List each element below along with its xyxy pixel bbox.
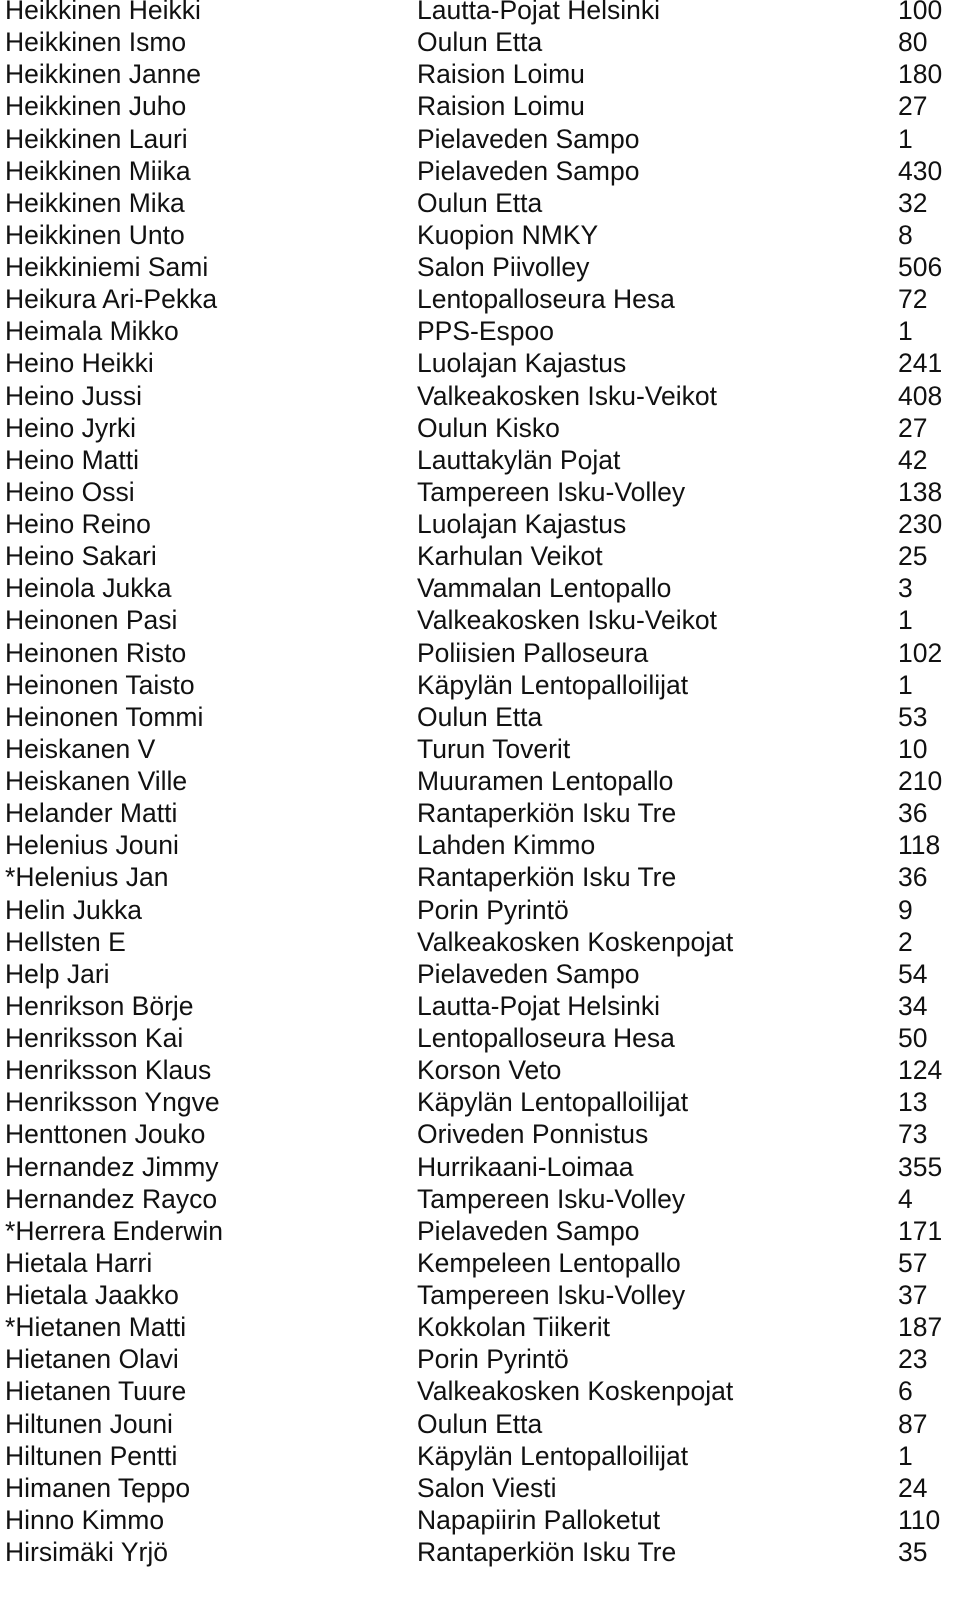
player-value: 53 — [898, 701, 928, 732]
player-name: Henttonen Jouko — [5, 1119, 206, 1150]
player-value: 210 — [898, 766, 943, 796]
club-name: Käpylän Lentopalloilijat — [417, 669, 689, 700]
list-item — [0, 0, 960, 26]
club-name: Lahden Kimmo — [417, 830, 596, 861]
player-name: Henriksson Kai — [5, 1023, 184, 1053]
list-item — [0, 187, 960, 219]
club-name: Karhulan Veikot — [417, 541, 603, 572]
player-value: 27 — [898, 91, 928, 122]
list-item — [0, 1022, 960, 1054]
club-name: Hurrikaani-Loimaa — [417, 1151, 634, 1182]
player-name: Helander Matti — [5, 798, 178, 829]
list-item — [0, 733, 960, 765]
club-name: Tampereen Isku-Volley — [417, 1183, 686, 1214]
player-name: Henrikson Börje — [5, 990, 194, 1021]
club-name: Luolajan Kajastus — [417, 348, 627, 379]
club-name: Salon Piivolley — [417, 252, 590, 282]
club-name: Oulun Kisko — [417, 412, 560, 443]
list-item — [0, 1054, 960, 1086]
player-name: *Hietanen Matti — [5, 1312, 187, 1343]
list-item — [0, 1408, 960, 1440]
club-name: Oulun Etta — [417, 187, 543, 218]
list-item — [0, 90, 960, 122]
list-item — [0, 1215, 960, 1247]
player-value: 73 — [898, 1119, 928, 1150]
list-item — [0, 1311, 960, 1343]
list-item — [0, 508, 960, 540]
player-value: 34 — [898, 990, 928, 1021]
player-name: Hietanen Olavi — [5, 1344, 179, 1375]
club-name: Lautta-Pojat Helsinki — [417, 990, 661, 1021]
player-name: *Herrera Enderwin — [5, 1215, 223, 1246]
player-value: 54 — [898, 958, 928, 989]
club-name: Salon Viesti — [417, 1472, 557, 1503]
list-item — [0, 123, 960, 155]
player-value: 35 — [898, 1537, 928, 1567]
player-name: Heinonen Taisto — [5, 669, 195, 700]
player-value: 57 — [898, 1247, 928, 1278]
list-item — [0, 1183, 960, 1215]
club-name: Kempeleen Lentopallo — [417, 1247, 681, 1278]
list-item — [0, 829, 960, 861]
list-item — [0, 1086, 960, 1118]
player-name: Help Jari — [5, 958, 110, 989]
club-name: Porin Pyrintö — [417, 1344, 569, 1375]
player-value: 180 — [898, 59, 943, 90]
club-name: Napapiirin Palloketut — [417, 1504, 661, 1535]
list-item — [0, 1279, 960, 1311]
player-value: 241 — [898, 348, 943, 379]
player-value: 80 — [898, 27, 928, 58]
list-item — [0, 1375, 960, 1407]
player-name: Hietala Harri — [5, 1247, 153, 1278]
club-name: Käpylän Lentopalloilijat — [417, 1440, 689, 1471]
player-value: 37 — [898, 1280, 928, 1310]
player-name: Heinonen Pasi — [5, 605, 178, 636]
club-name: Raision Loimu — [417, 59, 585, 90]
player-name: Hernandez Rayco — [5, 1183, 218, 1214]
club-name: Muuramen Lentopallo — [417, 766, 674, 796]
player-name: Hietala Jaakko — [5, 1280, 179, 1310]
player-value: 355 — [898, 1151, 943, 1182]
list-item — [0, 251, 960, 283]
player-value: 102 — [898, 637, 943, 668]
list-item — [0, 1343, 960, 1375]
player-value: 3 — [898, 573, 913, 604]
list-item — [0, 604, 960, 636]
player-value: 50 — [898, 1023, 928, 1053]
player-name: Heikkinen Unto — [5, 219, 185, 250]
player-value: 42 — [898, 444, 928, 475]
player-name: Heino Reino — [5, 509, 151, 539]
club-name: Valkeakosken Koskenpojat — [417, 1376, 734, 1407]
player-name: Heinola Jukka — [5, 573, 172, 604]
player-name: Heino Sakari — [5, 541, 157, 572]
player-name: Heikkiniemi Sami — [5, 252, 209, 282]
player-name: Helin Jukka — [5, 894, 142, 925]
player-name: Heino Jussi — [5, 380, 142, 411]
club-name: Tampereen Isku-Volley — [417, 476, 686, 507]
player-value: 8 — [898, 219, 913, 250]
player-value: 13 — [898, 1087, 928, 1118]
player-value: 100 — [898, 0, 943, 25]
player-name: Heino Heikki — [5, 348, 154, 379]
club-name: Pielaveden Sampo — [417, 123, 640, 154]
player-name: Heimala Mikko — [5, 316, 179, 347]
list-item — [0, 765, 960, 797]
list-item — [0, 347, 960, 379]
player-value: 9 — [898, 894, 913, 925]
list-item — [0, 26, 960, 58]
player-value: 138 — [898, 476, 943, 507]
player-name: Henriksson Yngve — [5, 1087, 220, 1118]
player-value: 72 — [898, 284, 928, 315]
club-name: Poliisien Palloseura — [417, 637, 649, 668]
player-value: 87 — [898, 1408, 928, 1439]
list-item — [0, 669, 960, 701]
list-item — [0, 797, 960, 829]
club-name: Pielaveden Sampo — [417, 1215, 640, 1246]
list-item — [0, 1118, 960, 1150]
club-name: PPS-Espoo — [417, 316, 554, 347]
player-name: Henriksson Klaus — [5, 1055, 212, 1086]
list-item — [0, 894, 960, 926]
player-value: 110 — [898, 1504, 941, 1535]
player-name: Heino Ossi — [5, 476, 135, 507]
club-name: Turun Toverit — [417, 733, 571, 764]
list-item — [0, 1536, 960, 1568]
player-value: 430 — [898, 155, 943, 186]
player-name: Heino Jyrki — [5, 412, 137, 443]
club-name: Rantaperkiön Isku Tre — [417, 1537, 677, 1567]
player-name: Himanen Teppo — [5, 1472, 191, 1503]
player-value: 27 — [898, 412, 928, 443]
list-item — [0, 58, 960, 90]
list-item — [0, 1440, 960, 1472]
player-name: Hietanen Tuure — [5, 1376, 187, 1407]
player-name: Hernandez Jimmy — [5, 1151, 219, 1182]
club-name: Kuopion NMKY — [417, 219, 599, 250]
player-name: Heikura Ari-Pekka — [5, 284, 218, 315]
player-name: Heikkinen Lauri — [5, 123, 188, 154]
list-item — [0, 1472, 960, 1504]
player-value: 24 — [898, 1472, 928, 1503]
player-value: 1 — [898, 605, 913, 636]
club-name: Valkeakosken Isku-Veikot — [417, 380, 718, 411]
player-name: Hirsimäki Yrjö — [5, 1537, 168, 1567]
player-value: 506 — [898, 252, 943, 282]
list-item — [0, 412, 960, 444]
player-name: Heinonen Risto — [5, 637, 187, 668]
player-name: Heikkinen Janne — [5, 59, 201, 90]
player-name: Heikkinen Mika — [5, 187, 185, 218]
club-name: Pielaveden Sampo — [417, 958, 640, 989]
list-item — [0, 1151, 960, 1183]
player-name: Hiltunen Pentti — [5, 1440, 178, 1471]
player-name: Hinno Kimmo — [5, 1504, 165, 1535]
club-name: Korson Veto — [417, 1055, 562, 1086]
list-item — [0, 155, 960, 187]
player-value: 118 — [898, 830, 941, 861]
club-name: Raision Loimu — [417, 91, 585, 122]
player-name: Heiskanen V — [5, 733, 156, 764]
list-item — [0, 219, 960, 251]
club-name: Pielaveden Sampo — [417, 155, 640, 186]
club-name: Lauttakylän Pojat — [417, 444, 621, 475]
club-name: Oriveden Ponnistus — [417, 1119, 649, 1150]
player-value: 32 — [898, 187, 928, 218]
player-name: Helenius Jouni — [5, 830, 179, 861]
player-value: 6 — [898, 1376, 913, 1407]
player-value: 171 — [898, 1215, 943, 1246]
player-value: 1 — [898, 669, 913, 700]
list-item — [0, 444, 960, 476]
player-name: Heino Matti — [5, 444, 140, 475]
club-name: Valkeakosken Koskenpojat — [417, 926, 734, 957]
player-value: 408 — [898, 380, 943, 411]
list-item — [0, 701, 960, 733]
list-item — [0, 958, 960, 990]
player-value: 36 — [898, 862, 928, 893]
list-item — [0, 1247, 960, 1279]
club-name: Luolajan Kajastus — [417, 509, 627, 539]
player-value: 23 — [898, 1344, 928, 1375]
player-name: Heikkinen Miika — [5, 155, 191, 186]
list-item — [0, 1504, 960, 1536]
player-value: 4 — [898, 1183, 913, 1214]
player-value: 1 — [898, 316, 913, 347]
club-name: Vammalan Lentopallo — [417, 573, 672, 604]
list-item — [0, 476, 960, 508]
club-name: Kokkolan Tiikerit — [417, 1312, 610, 1343]
list-item — [0, 990, 960, 1022]
player-value: 187 — [898, 1312, 943, 1343]
club-name: Lautta-Pojat Helsinki — [417, 0, 661, 25]
player-value: 36 — [898, 798, 928, 829]
club-name: Rantaperkiön Isku Tre — [417, 862, 677, 893]
player-value: 1 — [898, 123, 913, 154]
club-name: Oulun Etta — [417, 701, 543, 732]
list-item — [0, 861, 960, 893]
club-name: Oulun Etta — [417, 1408, 543, 1439]
list-item — [0, 283, 960, 315]
list-item — [0, 572, 960, 604]
player-name: Heiskanen Ville — [5, 766, 188, 796]
player-name: *Helenius Jan — [5, 862, 169, 893]
player-value: 124 — [898, 1055, 943, 1086]
list-item — [0, 926, 960, 958]
player-value: 230 — [898, 509, 943, 539]
player-name: Heikkinen Juho — [5, 91, 187, 122]
player-name: Hellsten E — [5, 926, 126, 957]
club-name: Oulun Etta — [417, 27, 543, 58]
player-value: 2 — [898, 926, 913, 957]
player-name: Hiltunen Jouni — [5, 1408, 173, 1439]
list-item — [0, 315, 960, 347]
list-item — [0, 540, 960, 572]
club-name: Valkeakosken Isku-Veikot — [417, 605, 718, 636]
list-item — [0, 380, 960, 412]
player-value: 1 — [898, 1440, 913, 1471]
list-item — [0, 637, 960, 669]
club-name: Rantaperkiön Isku Tre — [417, 798, 677, 829]
player-name: Heikkinen Heikki — [5, 0, 201, 25]
player-value: 25 — [898, 541, 928, 572]
club-name: Tampereen Isku-Volley — [417, 1280, 686, 1310]
club-name: Porin Pyrintö — [417, 894, 569, 925]
player-value: 10 — [898, 733, 928, 764]
club-name: Lentopalloseura Hesa — [417, 284, 675, 315]
club-name: Käpylän Lentopalloilijat — [417, 1087, 689, 1118]
club-name: Lentopalloseura Hesa — [417, 1023, 675, 1053]
player-name: Heinonen Tommi — [5, 701, 204, 732]
player-name: Heikkinen Ismo — [5, 27, 187, 58]
